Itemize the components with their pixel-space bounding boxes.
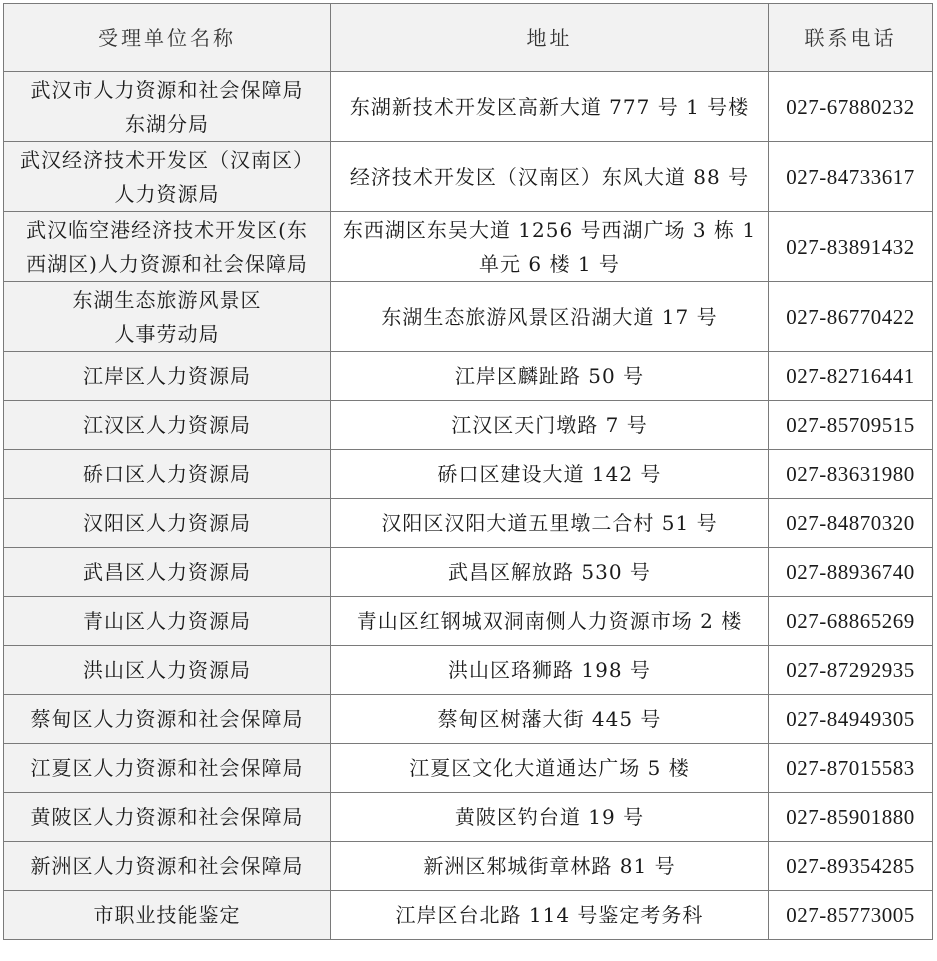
phone-cell: 027-85901880 <box>769 793 933 842</box>
address-cell <box>331 212 769 282</box>
address-text: 江岸区台北路 114 号鉴定考务科 <box>395 903 704 927</box>
table-row <box>4 842 933 891</box>
unit-name-text: 武昌区人力资源局 <box>83 560 251 584</box>
unit-name-text: 江汉区人力资源局 <box>83 413 251 437</box>
unit-name-text: 江夏区人力资源和社会保障局 <box>30 756 304 780</box>
phone-cell: 027-84870320 <box>769 499 933 548</box>
header-unit: 受理单位名称 <box>4 4 331 72</box>
table-row <box>4 401 933 450</box>
address-cell <box>331 401 769 450</box>
unit-name-cell <box>4 72 331 142</box>
table-row <box>4 597 933 646</box>
unit-name-text: 市职业技能鉴定 <box>93 903 241 927</box>
address-cell <box>331 597 769 646</box>
phone-cell: 027-88936740 <box>769 548 933 597</box>
address-cell <box>331 744 769 793</box>
address-cell <box>331 695 769 744</box>
address-text: 硚口区建设大道 142 号 <box>437 462 662 486</box>
unit-name-text: 蔡甸区人力资源和社会保障局 <box>30 707 304 731</box>
phone-cell: 027-84733617 <box>769 142 933 212</box>
unit-name-cell <box>4 212 331 282</box>
contact-table <box>3 3 933 940</box>
address-text: 单元 6 楼 1 号 <box>479 251 620 276</box>
unit-name-cell <box>4 548 331 597</box>
table-row <box>4 352 933 401</box>
phone-cell: 027-84949305 <box>769 695 933 744</box>
unit-name-text: 人事劳动局 <box>114 321 220 346</box>
unit-name-cell <box>4 450 331 499</box>
address-text: 洪山区珞狮路 198 号 <box>448 658 651 682</box>
unit-name-text: 新洲区人力资源和社会保障局 <box>30 854 304 878</box>
address-text: 经济技术开发区（汉南区）东风大道 88 号 <box>349 164 750 189</box>
table-row <box>4 499 933 548</box>
address-cell <box>331 142 769 212</box>
unit-name-cell <box>4 282 331 352</box>
table-row <box>4 646 933 695</box>
unit-name-text: 人力资源局 <box>114 181 220 206</box>
address-cell <box>331 548 769 597</box>
unit-name-text: 江岸区人力资源局 <box>83 364 251 388</box>
unit-name-cell <box>4 352 331 401</box>
table-row <box>4 72 933 142</box>
table-row <box>4 212 933 282</box>
phone-cell: 027-67880232 <box>769 72 933 142</box>
phone-cell: 027-82716441 <box>769 352 933 401</box>
unit-name-cell <box>4 842 331 891</box>
address-text: 东湖新技术开发区高新大道 777 号 1 号楼 <box>349 94 750 119</box>
table-row <box>4 891 933 940</box>
unit-name-text: 汉阳区人力资源局 <box>83 511 251 535</box>
unit-name-cell <box>4 646 331 695</box>
unit-name-cell <box>4 142 331 212</box>
contact-table-container <box>3 3 932 940</box>
unit-name-text: 黄陂区人力资源和社会保障局 <box>30 805 304 829</box>
phone-cell: 027-85709515 <box>769 401 933 450</box>
unit-name-text: 青山区人力资源局 <box>83 609 251 633</box>
address-text: 汉阳区汉阳大道五里墩二合村 51 号 <box>381 511 718 535</box>
address-cell <box>331 793 769 842</box>
phone-cell: 027-87292935 <box>769 646 933 695</box>
table-body <box>4 72 933 940</box>
address-text: 黄陂区钓台道 19 号 <box>454 805 645 829</box>
address-text: 江岸区麟趾路 50 号 <box>454 364 645 388</box>
unit-name-cell <box>4 793 331 842</box>
unit-name-text: 东湖生态旅游风景区 <box>72 287 262 312</box>
address-text: 青山区红钢城双洞南侧人力资源市场 2 楼 <box>356 609 743 633</box>
unit-name-cell <box>4 597 331 646</box>
unit-name-text: 洪山区人力资源局 <box>83 658 251 682</box>
unit-name-text: 西湖区)人力资源和社会保障局 <box>26 251 308 276</box>
phone-cell: 027-68865269 <box>769 597 933 646</box>
address-cell <box>331 842 769 891</box>
address-text: 江汉区天门墩路 7 号 <box>451 413 648 437</box>
address-cell <box>331 499 769 548</box>
phone-cell: 027-86770422 <box>769 282 933 352</box>
unit-name-text: 武汉临空港经济技术开发区(东 <box>26 217 308 242</box>
phone-cell: 027-87015583 <box>769 744 933 793</box>
address-text: 新洲区邾城街章林路 81 号 <box>423 854 676 878</box>
phone-cell: 027-83891432 <box>769 212 933 282</box>
phone-cell: 027-89354285 <box>769 842 933 891</box>
address-text: 东湖生态旅游风景区沿湖大道 17 号 <box>381 304 718 329</box>
table-row <box>4 282 933 352</box>
unit-name-cell <box>4 499 331 548</box>
unit-name-text: 东湖分局 <box>125 111 209 136</box>
address-cell <box>331 352 769 401</box>
address-cell <box>331 646 769 695</box>
table-row <box>4 744 933 793</box>
table-row <box>4 695 933 744</box>
unit-name-cell <box>4 695 331 744</box>
unit-name-cell <box>4 744 331 793</box>
unit-name-cell <box>4 891 331 940</box>
unit-name-text: 武汉市人力资源和社会保障局 <box>30 77 304 102</box>
phone-cell: 027-83631980 <box>769 450 933 499</box>
address-text: 武昌区解放路 530 号 <box>448 560 651 584</box>
table-header-row <box>4 4 933 72</box>
header-phone: 联系电话 <box>769 4 933 72</box>
address-cell <box>331 282 769 352</box>
address-cell <box>331 450 769 499</box>
address-text: 蔡甸区树藩大街 445 号 <box>437 707 662 731</box>
header-address: 地址 <box>331 4 769 72</box>
address-cell <box>331 72 769 142</box>
unit-name-text: 硚口区人力资源局 <box>83 462 251 486</box>
unit-name-cell <box>4 401 331 450</box>
address-cell <box>331 891 769 940</box>
address-text: 江夏区文化大道通达广场 5 楼 <box>409 756 690 780</box>
phone-cell: 027-85773005 <box>769 891 933 940</box>
table-row <box>4 142 933 212</box>
address-text: 东西湖区东吴大道 1256 号西湖广场 3 栋 1 <box>342 217 757 242</box>
table-row <box>4 793 933 842</box>
unit-name-text: 武汉经济技术开发区（汉南区） <box>20 147 314 172</box>
table-row <box>4 548 933 597</box>
table-row <box>4 450 933 499</box>
